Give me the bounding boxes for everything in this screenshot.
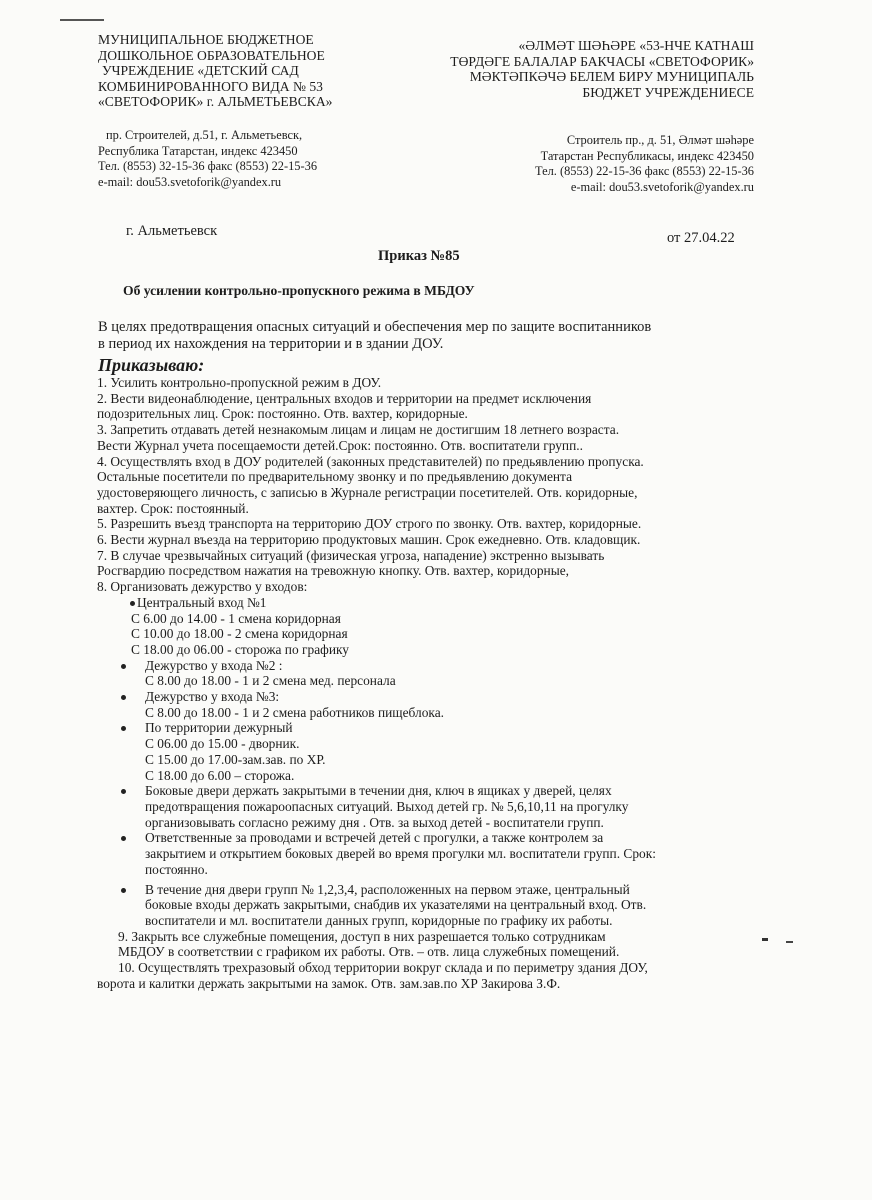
order-date: от 27.04.22 <box>667 230 735 246</box>
address-left-line: Тел. (8553) 32-15-36 факс (8553) 22-15-36 <box>98 159 318 173</box>
city: г. Альметьевск <box>126 223 218 239</box>
duty-responsible-cont: закрытием и открытием боковых дверей во время прогулки мл. воспитатели групп. Срок: <box>145 846 656 862</box>
duty-side-doors-text: Боковые двери держать закрытыми в течении дня, ключ в ящиках у дверей, целях <box>145 783 612 799</box>
prikazyvayu-heading: Приказываю: <box>98 355 205 375</box>
duty-group-doors <box>97 882 787 898</box>
header-left-line: УЧРЕЖДЕНИЕ «ДЕТСКИЙ САД <box>102 63 299 78</box>
header-right-line: МӘКТӘПКӘЧӘ БЕЛЕМ БИРУ МУНИЦИПАЛЬ <box>469 69 754 84</box>
duty-entrance-2 <box>97 658 787 674</box>
duty-entrance-1-label: Центральный вход №1 <box>137 594 267 610</box>
duty-side-doors-cont: предотвращения пожароопасных ситуаций. Выход детей гр. № 5,6,10,11 на прогулку <box>145 798 629 814</box>
bullet-icon <box>130 601 135 606</box>
duty-shift: С 18.00 до 06.00 - сторожа по графику <box>131 641 350 657</box>
duty-shift: С 18.00 до 6.00 – сторожа. <box>145 767 295 783</box>
item-7: 7. В случае чрезвычайных ситуаций (физическая угроза, нападение) экстренно вызывать <box>97 547 605 563</box>
item-4-cont: Остальные посетители по предварительному звонку и по предьявлению документа <box>97 469 573 485</box>
address-right-line: Строитель пр., д. 51, Әлмәт шәһәре <box>566 133 754 147</box>
bullet-icon <box>121 789 126 794</box>
item-2: 2. Вести видеонаблюдение, центральных входов и территории на предмет исключения <box>97 390 592 406</box>
bullet-icon <box>121 726 126 731</box>
intro-line: В целях предотвращения опасных ситуаций и обеспечения мер по защите воспитанников <box>98 319 652 335</box>
order-subject: Об усилении контрольно-пропускного режима в МБДОУ <box>123 283 475 298</box>
duty-shift: С 06.00 до 15.00 - дворник. <box>145 736 300 752</box>
bullet-icon <box>121 836 126 841</box>
duty-responsible-cont: постоянно. <box>145 861 208 877</box>
bullet-icon <box>121 695 126 700</box>
address-left-email: e-mail: dou53.svetoforik@yandex.ru <box>98 174 282 189</box>
scan-mark <box>786 941 793 943</box>
item-2-cont: подозрительных лиц. Срок: постоянно. Отв. вахтер, коридорные. <box>97 406 468 422</box>
header-right-line: БЮДЖЕТ УЧРЕЖДЕНИЕСЕ <box>582 84 754 100</box>
duty-territory <box>97 720 787 736</box>
item-3-cont: Вести Журнал учета посещаемости детей.Срок: постоянно. Отв. воспитатели групп.. <box>97 437 583 453</box>
duty-group-doors-cont: воспитатели и мл. воспитатели данных групп, коридорные по графику их работы. <box>145 912 613 928</box>
item-7-cont: Росгвардию посредством нажатия на тревожную кнопку. Отв. вахтер, коридорные, <box>97 563 569 579</box>
item-9-cont: МБДОУ в соответствии с графиком их работы. Отв. – отв. лица служебных помещений. <box>118 944 620 960</box>
item-9: 9. Закрыть все служебные помещения, доступ в них разрешается только сотрудникам <box>118 928 606 944</box>
item-10: 10. Осуществлять трехразовый обход территории вокруг склада и по периметру здания ДОУ, <box>118 960 648 976</box>
duty-shift: С 15.00 до 17.00-зам.зав. по ХР. <box>145 751 326 767</box>
duty-shift: С 8.00 до 18.00 - 1 и 2 смена работников пищеблока. <box>145 704 444 720</box>
duty-shift: С 6.00 до 14.00 - 1 смена коридорная <box>131 610 341 626</box>
header-left-line: «СВЕТОФОРИК» г. АЛЬМЕТЬЕВСКА» <box>98 94 333 109</box>
duty-entrance-3 <box>97 689 787 705</box>
header-right-line: «ӘЛМӘТ ШӘҺӘРЕ «53-НЧЕ КАТНАШ <box>518 38 754 53</box>
duty-entrance-2-label: Дежурство у входа №2 : <box>145 657 283 673</box>
order-title: Приказ №85 <box>378 248 460 264</box>
address-right-line: Тел. (8553) 22-15-36 факс (8553) 22-15-36 <box>534 164 754 178</box>
item-3: 3. Запретить отдавать детей незнакомым лицам и лицам не достигшим 18 летнего возраста. <box>97 422 620 438</box>
duty-side-doors-cont: организовывать согласно режиму дня . Отв. за выход детей - воспитатели групп. <box>145 814 604 830</box>
item-4-cont: вахтер. Срок: постоянный. <box>97 500 249 516</box>
bullet-icon <box>121 664 126 669</box>
duty-entrance-3-label: Дежурство у входа №3: <box>145 689 280 705</box>
item-8: 8. Организовать дежурство у входов: <box>97 579 308 595</box>
intro-line: в период их нахождения на территории и в здании ДОУ. <box>98 336 444 352</box>
duty-territory-label: По территории дежурный <box>145 720 293 736</box>
address-left-line: Республика Татарстан, индекс 423450 <box>98 143 298 158</box>
order-body <box>97 375 787 991</box>
duty-entrance-1 <box>97 595 787 611</box>
item-4: 4. Осуществлять вход в ДОУ родителей (законных представителей) по предьявлению пропуска. <box>97 453 644 469</box>
duty-group-doors-cont: боковые входы держать закрытыми, снабдив их указателями на центральный вход. Отв. <box>145 897 647 913</box>
scan-mark <box>762 938 768 941</box>
address-left-line: пр. Строителей, д.51, г. Альметьевск, <box>106 128 303 142</box>
item-1: 1. Усилить контрольно-пропускной режим в ДОУ. <box>97 375 382 390</box>
item-10-cont: ворота и калитки держать закрытыми на замок. Отв. зам.зав.по ХР Закирова З.Ф. <box>97 975 561 991</box>
intro-paragraph <box>98 319 778 353</box>
item-4-cont: удостоверяющего личность, с записью в Журнале регистрации посетителей. Отв. коридорные, <box>97 484 638 500</box>
duty-side-doors <box>97 783 787 799</box>
header-left-line: КОМБИНИРОВАННОГО ВИДА № 53 <box>98 78 323 94</box>
duty-responsible-text: Ответственные за проводами и встречей детей с прогулки, а также контролем за <box>145 830 604 846</box>
header-right-line: ТӨРДӘГЕ БАЛАЛАР БАКЧАСЫ «СВЕТОФОРИК» <box>450 53 754 69</box>
duty-responsible <box>97 830 787 846</box>
header-left-line: ДОШКОЛЬНОЕ ОБРАЗОВАТЕЛЬНОЕ <box>98 47 325 63</box>
address-right <box>424 133 754 195</box>
bullet-icon <box>121 888 126 893</box>
scan-mark <box>60 19 104 21</box>
header-right-institution <box>434 38 754 100</box>
duty-group-doors-text: В течение дня двери групп № 1,2,3,4, расположенных на первом этаже, центральный <box>145 881 630 897</box>
duty-shift: С 10.00 до 18.00 - 2 смена коридорная <box>131 626 348 642</box>
address-right-email: e-mail: dou53.svetoforik@yandex.ru <box>570 179 754 194</box>
header-left-line: МУНИЦИПАЛЬНОЕ БЮДЖЕТНОЕ <box>98 32 314 47</box>
header-left-institution <box>98 32 428 110</box>
address-left <box>98 128 428 190</box>
item-6: 6. Вести журнал въезда на территорию продуктовых машин. Срок ежедневно. Отв. кладовщик. <box>97 532 641 548</box>
duty-shift: С 8.00 до 18.00 - 1 и 2 смена мед. персонала <box>145 673 396 689</box>
address-right-line: Татарстан Республикасы, индекс 423450 <box>540 148 754 163</box>
item-5: 5. Разрешить въезд транспорта на территорию ДОУ строго по звонку. Отв. вахтер, коридорные. <box>97 516 642 532</box>
